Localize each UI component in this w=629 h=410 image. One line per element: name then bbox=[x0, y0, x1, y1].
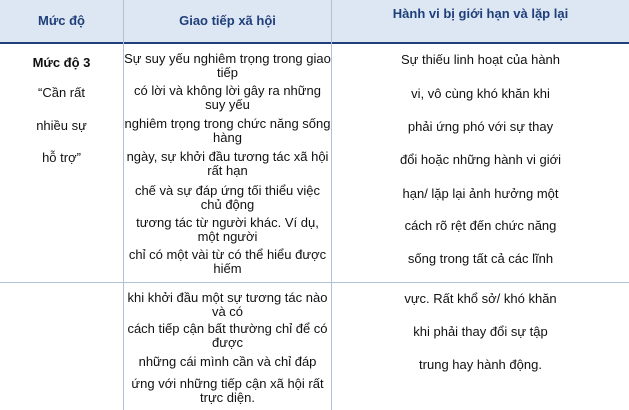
behavior-line: hạn/ lặp lại ảnh hưởng một bbox=[402, 186, 559, 201]
behavior-line: trung hay hành động. bbox=[419, 357, 542, 372]
row-divider bbox=[0, 282, 629, 283]
behavior-line: khi phải thay đổi sự tập bbox=[413, 324, 548, 339]
social-line: chế và sự đáp ứng tối thiểu việc chủ động bbox=[134, 183, 321, 212]
social-line: ngày, sự khởi đầu tương tác xã hội rất hạn bbox=[126, 149, 329, 178]
social-line: có lời và không lời gây ra những suy yếu bbox=[134, 83, 321, 112]
level-desc-line: hỗ trợ” bbox=[42, 150, 81, 165]
behavior-line: vực. Rất khổ sở/ khó khăn bbox=[404, 291, 557, 306]
social-line: khi khởi đầu một sự tương tác nào và có bbox=[127, 290, 328, 319]
behavior-line: sống trong tất cả các lĩnh bbox=[407, 251, 554, 266]
level-desc-line: nhiều sự bbox=[36, 118, 87, 133]
behavior-line: Sự thiếu linh hoạt của hành bbox=[400, 52, 561, 67]
level-desc-line: “Cần rất bbox=[38, 85, 85, 100]
header-behavior: Hành vi bị giới hạn và lặp lại bbox=[392, 6, 569, 21]
header-level: Mức độ bbox=[38, 13, 85, 28]
header-social: Giao tiếp xã hội bbox=[179, 13, 276, 28]
social-line: nghiêm trọng trong chức năng sống hàng bbox=[124, 116, 331, 145]
social-line: ứng với những tiếp cận xã hội rất trực diện. bbox=[131, 376, 324, 405]
header-divider bbox=[0, 42, 629, 44]
social-line: cách tiếp cận bất thường chỉ để có được bbox=[127, 321, 328, 350]
social-line: chỉ có một vài từ có thể hiểu được hiếm bbox=[128, 247, 327, 276]
level-title: Mức độ 3 bbox=[32, 55, 91, 70]
social-line: tương tác từ người khác. Ví dụ, một người bbox=[136, 215, 319, 244]
behavior-line: đổi hoặc những hành vi giới bbox=[399, 152, 562, 167]
social-line: Sự suy yếu nghiêm trọng trong giao tiếp bbox=[124, 51, 331, 80]
behavior-line: cách rõ rệt đến chức năng bbox=[404, 218, 557, 233]
social-line: những cái mình cần và chỉ đáp bbox=[138, 354, 317, 369]
behavior-line: phải ứng phó với sự thay bbox=[407, 119, 554, 134]
behavior-line: vi, vô cùng khó khăn khi bbox=[411, 86, 550, 101]
